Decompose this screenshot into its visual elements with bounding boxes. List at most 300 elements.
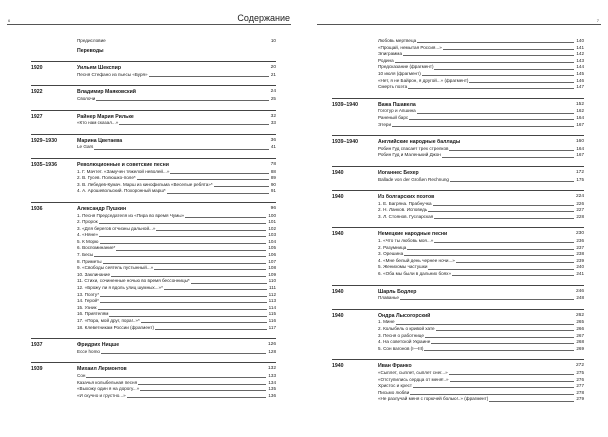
- entry-title: Предсказание (фрагмент): [378, 64, 434, 70]
- entry-title: 14. Герой*: [77, 298, 99, 304]
- entry-page-number: 114: [268, 304, 276, 310]
- section-entries: [77, 48, 276, 55]
- entry-page-number: 272: [575, 363, 584, 369]
- section-year: 1940: [332, 312, 344, 319]
- section-entries: [77, 206, 276, 331]
- section-year: 1939–1940: [332, 101, 358, 108]
- leader-line: [107, 42, 269, 43]
- toc-entry[interactable]: [378, 370, 584, 377]
- leader-line: [442, 156, 574, 158]
- toc-entry[interactable]: [378, 58, 584, 65]
- entry-page-number: 265: [576, 319, 584, 325]
- entry-page-number: 133: [268, 372, 276, 378]
- toc-entry[interactable]: [77, 380, 276, 387]
- toc-entry[interactable]: [77, 386, 276, 393]
- entry-title: 4. «Мне белый день чернее ночи...»: [378, 257, 455, 263]
- entry-page-number: 146: [576, 77, 584, 83]
- leader-line: [395, 61, 575, 63]
- toc-entry[interactable]: [77, 325, 276, 332]
- entry-page-number: 110: [268, 278, 276, 284]
- toc-entry[interactable]: [77, 292, 276, 299]
- toc-entry[interactable]: [378, 377, 584, 384]
- leader-line: [170, 172, 268, 174]
- running-title: Содержание: [237, 13, 290, 23]
- entry-page-number: 33: [270, 120, 276, 126]
- entry-page-number: 113: [268, 298, 276, 304]
- toc-entry[interactable]: [378, 238, 584, 245]
- entry-title: Из болгарских поэтов: [378, 194, 435, 201]
- leader-line: [138, 383, 266, 385]
- toc-entry[interactable]: [77, 96, 276, 103]
- entry-title: 2. Разумница: [378, 244, 407, 250]
- leader-line: [403, 54, 574, 56]
- section-separator: [31, 202, 276, 203]
- toc-entry[interactable]: [77, 213, 276, 220]
- entry-title: Шарль Бодлер: [378, 288, 417, 295]
- toc-author-entry[interactable]: [77, 162, 276, 169]
- toc-section: [332, 313, 584, 353]
- leader-line: [434, 217, 574, 219]
- toc-entry[interactable]: [378, 207, 584, 214]
- toc-entry[interactable]: [77, 175, 276, 182]
- section-gap: [31, 54, 276, 59]
- toc-entry[interactable]: [378, 339, 584, 346]
- leader-line: [137, 94, 269, 95]
- entry-title: 10 июля (фрагмент): [378, 70, 421, 76]
- toc-author-entry[interactable]: [77, 366, 276, 373]
- toc-section: [31, 65, 276, 78]
- toc-entry[interactable]: [77, 393, 276, 400]
- leader-line: [396, 323, 575, 325]
- toc-entry[interactable]: [77, 219, 276, 226]
- entry-title: Предисловие: [77, 38, 106, 43]
- toc-section: [31, 366, 276, 399]
- leader-line: [100, 242, 267, 244]
- section-entries: [77, 38, 276, 45]
- toc-entry[interactable]: [77, 318, 276, 325]
- entry-title: 1. Песня Председателя из «Пира во время Чумы»: [77, 212, 185, 218]
- toc-entry[interactable]: [378, 390, 584, 397]
- section-entries: [77, 342, 276, 355]
- entry-title: Эпиграмма: [378, 51, 403, 57]
- entry-page-number: 162: [576, 108, 584, 114]
- entry-page-number: 230: [575, 231, 584, 237]
- toc-section: [332, 363, 584, 403]
- toc-entry[interactable]: [378, 214, 584, 221]
- leader-line: [404, 254, 574, 256]
- entry-title: Иван Франко: [378, 363, 412, 370]
- section-gap: [31, 355, 276, 360]
- toc-entry[interactable]: [77, 349, 276, 356]
- toc-section: [31, 162, 276, 195]
- section-separator: [332, 359, 584, 360]
- toc-author-entry[interactable]: [77, 138, 276, 145]
- toc-section: [31, 138, 276, 151]
- toc-entry[interactable]: [77, 226, 276, 233]
- leader-line: [425, 336, 574, 338]
- entry-title: «Прощай, немытая Россия...»: [378, 44, 442, 50]
- entry-title: Le Gars: [77, 144, 94, 150]
- entry-page-number: 111: [269, 285, 276, 291]
- section-entries: [378, 231, 584, 277]
- toc-entry[interactable]: [77, 232, 276, 239]
- leader-line: [103, 262, 267, 264]
- entry-page-number: 91: [270, 188, 276, 194]
- entry-title: 12. «Брожу ли я вдоль улиц шумных...»*: [77, 285, 163, 291]
- entry-page-number: 116: [268, 318, 276, 323]
- toc-entry[interactable]: [378, 71, 584, 78]
- leader-line: [164, 288, 267, 290]
- toc-entry[interactable]: [378, 64, 584, 71]
- entry-page-number: 107: [268, 258, 276, 264]
- entry-title: 5. Сон вагонов (I—III): [378, 345, 424, 351]
- entry-title: «Отступились сердца от меня!..»: [378, 376, 449, 382]
- leader-line: [119, 123, 269, 125]
- toc-entry[interactable]: [77, 38, 276, 45]
- section-gap: [332, 352, 584, 357]
- toc-entry[interactable]: [77, 188, 276, 195]
- entry-page-number: 32: [270, 113, 276, 119]
- toc-entry[interactable]: [77, 373, 276, 380]
- section-separator: [332, 227, 584, 228]
- toc-entry[interactable]: [378, 333, 584, 340]
- entry-title: Райнер Мария Рильке: [77, 113, 134, 120]
- entry-title: Александр Пушкин: [77, 205, 127, 212]
- entry-title: 3. Песня о работнице: [378, 332, 424, 338]
- toc-entry[interactable]: [77, 120, 276, 127]
- section-separator: [31, 338, 276, 339]
- leader-line: [99, 222, 267, 224]
- entry-page-number: 241: [576, 271, 584, 277]
- toc-entry[interactable]: [378, 295, 584, 302]
- toc-author-entry[interactable]: [77, 65, 276, 72]
- leader-line: [413, 386, 574, 388]
- toc-entry[interactable]: [378, 201, 584, 208]
- leader-line: [408, 87, 574, 89]
- toc-entry[interactable]: [77, 252, 276, 259]
- leader-line: [141, 321, 267, 323]
- entry-title: Христос и крест: [378, 383, 413, 389]
- entry-title: 9. «Свободы сеятель пустынный...»: [77, 265, 154, 271]
- toc-section-heading[interactable]: [77, 48, 276, 55]
- toc-section: [31, 48, 276, 55]
- section-entries: [77, 65, 276, 78]
- toc-entry[interactable]: [378, 152, 584, 159]
- entry-title: Иоганнес Бехер: [378, 169, 419, 176]
- left-folio: 6: [8, 18, 11, 23]
- entry-title: 5. К Морю: [77, 238, 99, 244]
- section-separator: [31, 362, 276, 363]
- leader-line: [420, 174, 574, 175]
- leader-line: [100, 301, 267, 303]
- toc-entry[interactable]: [378, 326, 584, 333]
- section-entries: [378, 102, 584, 128]
- toc-entry[interactable]: [378, 258, 584, 265]
- toc-section: [31, 342, 276, 355]
- entry-page-number: 167: [576, 152, 584, 158]
- toc-entry[interactable]: [77, 169, 276, 176]
- toc-section: [31, 206, 276, 331]
- entry-title: 2. Колыбель о кривой хате: [378, 326, 435, 331]
- leader-line: [149, 75, 269, 77]
- entry-title: 3. Л. Стоянов. Гусларская: [378, 213, 434, 219]
- right-header-rule: [317, 24, 601, 25]
- entry-page-number: 175: [576, 176, 584, 182]
- entry-page-number: 134: [268, 379, 276, 385]
- entry-title: 1. Е. Багряна. Прабнучка: [378, 200, 432, 206]
- entry-title: Переводы: [77, 47, 104, 54]
- leader-line: [167, 192, 269, 194]
- toc-author-entry[interactable]: [378, 170, 584, 177]
- leader-line: [101, 352, 266, 354]
- toc-section: [332, 102, 584, 128]
- section-separator: [332, 285, 584, 286]
- toc-entry[interactable]: [77, 298, 276, 305]
- section-year: 1939: [31, 366, 43, 373]
- section-entries: [378, 289, 584, 302]
- leader-line: [137, 178, 269, 180]
- toc-entry[interactable]: [378, 383, 584, 390]
- leader-line: [456, 261, 574, 263]
- entry-title: 5. Женихомы частушки: [378, 264, 428, 270]
- toc-entry[interactable]: [378, 251, 584, 258]
- entry-page-number: 164: [576, 145, 584, 151]
- entry-page-number: 238: [576, 251, 584, 257]
- toc-author-entry[interactable]: [378, 194, 584, 201]
- leader-line: [417, 112, 575, 114]
- toc-entry[interactable]: [378, 177, 584, 184]
- leader-line: [86, 376, 266, 378]
- entry-page-number: 167: [576, 121, 584, 127]
- toc-entry[interactable]: [77, 245, 276, 252]
- entry-page-number: 144: [576, 64, 584, 70]
- leader-line: [185, 216, 266, 218]
- leader-line: [94, 255, 266, 257]
- toc-entry[interactable]: [378, 346, 584, 353]
- toc-author-entry[interactable]: [77, 206, 276, 213]
- entry-title: 1. Г. Мачтет. «Замучен тяжелой неволей...»: [77, 168, 170, 174]
- section-entries: [378, 170, 584, 183]
- section-gap: [332, 159, 584, 164]
- leader-line: [98, 308, 267, 310]
- entry-title: Марина Цветаева: [77, 137, 123, 144]
- leader-line: [417, 106, 574, 107]
- toc-section: [31, 114, 276, 127]
- leader-line: [450, 180, 574, 182]
- toc-entry[interactable]: [378, 108, 584, 115]
- toc-author-entry[interactable]: [378, 363, 584, 370]
- section-gap: [31, 195, 276, 200]
- section-separator: [332, 309, 584, 310]
- right-folio: 7: [596, 18, 599, 23]
- section-year: 1929–1930: [31, 137, 57, 144]
- leader-line: [417, 293, 574, 294]
- entry-title: 3. «Для берегов отчизны дальной...»: [77, 225, 156, 231]
- entry-title: Плаванье: [378, 295, 399, 301]
- toc-entry[interactable]: [378, 264, 584, 271]
- entry-page-number: 135: [268, 386, 276, 392]
- entry-page-number: 90: [270, 181, 276, 187]
- entry-title: 6. «Оба мы были в дальних боях»: [378, 271, 452, 277]
- entry-page-number: 105: [268, 245, 276, 251]
- entry-title: Раненый барс: [378, 114, 409, 120]
- entry-title: «Кто нам сказал...»: [77, 120, 119, 126]
- toc-entry[interactable]: [378, 319, 584, 326]
- leader-line: [413, 368, 574, 369]
- leader-line: [120, 346, 266, 347]
- toc-entry[interactable]: [378, 84, 584, 91]
- leader-line: [434, 68, 574, 70]
- toc-author-entry[interactable]: [77, 114, 276, 121]
- entry-page-number: 276: [576, 376, 584, 382]
- entry-title: Ballade von der Großen Rechnung: [378, 176, 449, 182]
- section-year: 1940: [332, 231, 344, 238]
- leader-line: [111, 275, 266, 277]
- leader-line: [122, 69, 269, 70]
- entry-page-number: 147: [576, 84, 584, 90]
- entry-title: 11. Стихи, сочиненные ночью во время бессонницы*: [77, 278, 190, 284]
- entry-page-number: 269: [576, 345, 584, 351]
- toc-entry[interactable]: [378, 38, 584, 45]
- toc-entry[interactable]: [378, 396, 584, 403]
- leader-line: [140, 389, 266, 391]
- toc-section: [31, 89, 276, 102]
- toc-author-entry[interactable]: [378, 313, 584, 320]
- leader-line: [127, 396, 267, 398]
- section-year: 1940: [332, 169, 344, 176]
- entry-page-number: 100: [268, 212, 276, 218]
- entry-title: 2. Пророк: [77, 219, 98, 225]
- toc-entry[interactable]: [77, 278, 276, 285]
- section-separator: [31, 158, 276, 159]
- toc-entry[interactable]: [378, 45, 584, 52]
- toc-entry[interactable]: [378, 146, 584, 153]
- toc-entry[interactable]: [77, 311, 276, 318]
- leader-line: [428, 268, 574, 270]
- section-gap: [332, 278, 584, 283]
- toc-entry[interactable]: [378, 122, 584, 129]
- entry-title: 8. Приметы: [77, 258, 102, 264]
- entry-title: Гоготур и Апшина: [378, 108, 416, 114]
- entry-title: Михаил Лермонтов: [77, 366, 127, 373]
- entry-page-number: 41: [270, 144, 276, 150]
- entry-page-number: 248: [576, 295, 584, 301]
- entry-title: 10. Заклинание: [77, 271, 111, 277]
- section-gap: [31, 331, 276, 336]
- entry-title: «Не разлучай меня с горючей болью!..» (фрагмент): [378, 396, 489, 402]
- toc-section: [31, 38, 276, 45]
- toc-entry[interactable]: [378, 271, 584, 278]
- toc-entry[interactable]: [77, 259, 276, 266]
- entry-title: Важа Пшавела: [378, 101, 416, 108]
- section-entries: [378, 313, 584, 353]
- leader-line: [424, 349, 574, 351]
- entry-page-number: 136: [268, 392, 276, 398]
- toc-section: [332, 289, 584, 302]
- entry-page-number: 24: [270, 89, 276, 95]
- left-page-contents: [31, 38, 276, 399]
- section-separator: [31, 134, 276, 135]
- leader-line: [433, 204, 575, 206]
- toc-author-entry[interactable]: [77, 342, 276, 349]
- entry-page-number: 246: [575, 288, 584, 294]
- leader-line: [452, 274, 574, 276]
- toc-entry[interactable]: [378, 245, 584, 252]
- entry-page-number: 240: [576, 264, 584, 270]
- leader-line: [154, 268, 266, 270]
- toc-author-entry[interactable]: [378, 231, 584, 238]
- entry-page-number: 88: [270, 168, 276, 174]
- entry-page-number: 278: [576, 389, 584, 395]
- leader-line: [96, 99, 269, 101]
- entry-page-number: 102: [268, 225, 276, 231]
- entry-title: 6. Воспоминание*: [77, 245, 116, 251]
- entry-title: Английские народные баллады: [378, 139, 461, 146]
- entry-title: Смерть поэта: [378, 84, 408, 90]
- entry-page-number: 152: [575, 101, 584, 107]
- leader-line: [392, 125, 574, 127]
- toc-entry[interactable]: [77, 305, 276, 312]
- section-year: 1939–1940: [332, 139, 358, 146]
- entry-title: 16. Приятелям: [77, 311, 109, 317]
- section-gap: [332, 91, 584, 96]
- toc-entry[interactable]: [77, 72, 276, 79]
- leader-line: [191, 282, 267, 284]
- entry-page-number: 172: [575, 169, 584, 175]
- section-year: 1936: [31, 205, 43, 212]
- entry-title: Казачья колыбельная песня: [77, 379, 138, 385]
- leader-line: [409, 118, 574, 120]
- toc-entry[interactable]: [77, 144, 276, 151]
- section-entries: [378, 38, 584, 91]
- leader-line: [100, 295, 267, 297]
- toc-author-entry[interactable]: [77, 89, 276, 96]
- toc-author-entry[interactable]: [378, 102, 584, 109]
- toc-entry[interactable]: [378, 51, 584, 58]
- toc-entry[interactable]: [77, 272, 276, 279]
- toc-entry[interactable]: [378, 115, 584, 122]
- toc-entry[interactable]: [378, 78, 584, 85]
- toc-entry[interactable]: [77, 285, 276, 292]
- leader-line: [170, 166, 269, 167]
- entry-page-number: 109: [268, 271, 276, 277]
- entry-title: «Нет, я не Байрон, я другой...» (фрагмент): [378, 77, 469, 83]
- entry-page-number: 115: [268, 311, 276, 317]
- section-gap: [31, 127, 276, 132]
- leader-line: [127, 210, 269, 211]
- section-year: 1937: [31, 342, 43, 349]
- entry-page-number: 226: [576, 200, 584, 206]
- entry-title: Владимир Маяковский: [77, 89, 136, 96]
- toc-entry[interactable]: [77, 265, 276, 272]
- section-year: 1927: [31, 113, 43, 120]
- toc-entry[interactable]: [77, 239, 276, 246]
- entry-page-number: 132: [267, 366, 276, 372]
- section-entries: [378, 194, 584, 220]
- toc-entry[interactable]: [77, 182, 276, 189]
- toc-author-entry[interactable]: [378, 289, 584, 296]
- section-year: 1920: [31, 65, 43, 72]
- entry-page-number: 145: [576, 70, 584, 76]
- leader-line: [99, 235, 266, 237]
- entry-title: Уильям Шекспир: [77, 65, 122, 72]
- section-year: 1940: [332, 194, 344, 201]
- entry-title: 17. «Пора, мой друг, пора!..»*: [77, 318, 140, 323]
- toc-author-entry[interactable]: [378, 139, 584, 146]
- entry-page-number: 126: [267, 342, 276, 348]
- leader-line: [417, 41, 574, 43]
- leader-line: [436, 329, 575, 331]
